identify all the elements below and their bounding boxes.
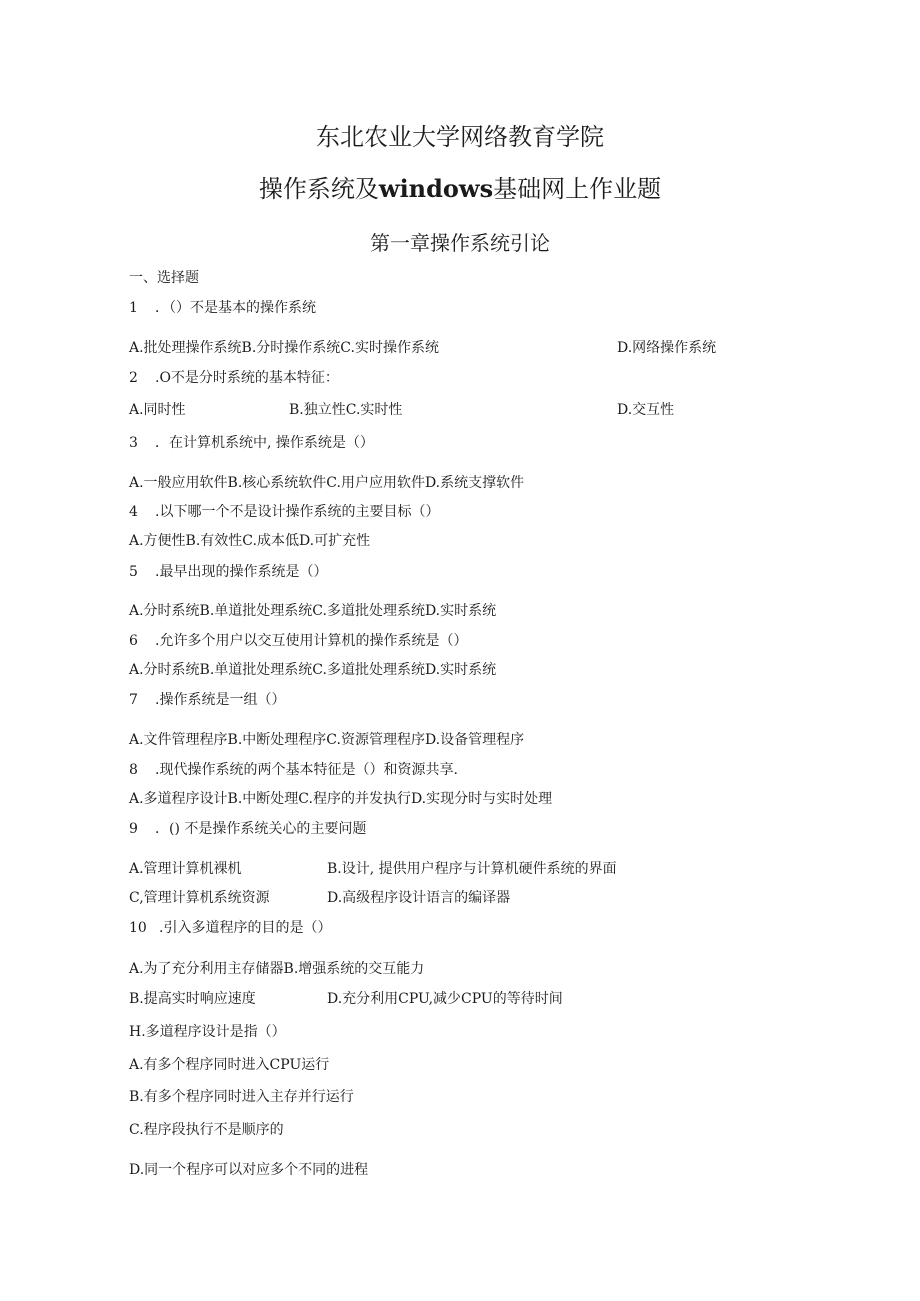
question-number: 9 bbox=[129, 821, 138, 837]
section-heading: 一、选择题 bbox=[129, 270, 199, 286]
question-6-options: A.分时系统B.单道批处理系统C.多道批处理系统D.实时系统 bbox=[129, 662, 497, 678]
question-11-option-c: C.程序段执行不是顺序的 bbox=[129, 1122, 284, 1138]
question-8 bbox=[129, 760, 458, 780]
question-9-option-b: B.设计, 提供用户程序与计算机硬件系统的界面 bbox=[327, 861, 617, 877]
question-10-option-b2: B.提高实时响应速度 bbox=[129, 991, 256, 1007]
question-4 bbox=[129, 502, 439, 522]
question-1-option-d: D.网络操作系统 bbox=[617, 340, 717, 356]
question-9 bbox=[129, 819, 366, 839]
question-11: H.多道程序设计是指（） bbox=[129, 1024, 286, 1040]
question-text: .最早出现的操作系统是（） bbox=[155, 564, 328, 580]
question-9-option-a: A.管理计算机裸机 bbox=[129, 861, 242, 877]
question-8-options: A.多道程序设计B.中断处理C.程序的并发执行D.实现分时与实时处理 bbox=[129, 791, 553, 807]
question-number: 5 bbox=[129, 564, 138, 580]
question-3 bbox=[129, 433, 374, 453]
question-text: .操作系统是一组（） bbox=[155, 692, 286, 708]
question-number: 6 bbox=[129, 633, 138, 649]
question-1 bbox=[129, 298, 316, 318]
question-11-option-b: B.有多个程序同时进入主存并行运行 bbox=[129, 1089, 354, 1105]
question-text: .O不是分时系统的基本特征： bbox=[155, 370, 339, 386]
question-1-options-abc: A.批处理操作系统B.分时操作系统C.实时操作系统 bbox=[129, 340, 439, 356]
question-text: ．在计算机系统中, 操作系统是（） bbox=[155, 435, 374, 451]
course-title-prefix: 操作系统及 bbox=[258, 175, 379, 203]
question-2 bbox=[129, 368, 339, 388]
question-text: ．() 不是操作系统关心的主要问题 bbox=[155, 821, 367, 837]
question-10-option-ab: A.为了充分利用主存储器B.增强系统的交互能力 bbox=[129, 961, 425, 977]
question-text: .引入多道程序的目的是（） bbox=[159, 920, 332, 936]
question-11-option-d: D.同一个程序可以对应多个不同的进程 bbox=[129, 1162, 369, 1178]
question-text: ．（）不是基本的操作系统 bbox=[155, 300, 316, 316]
question-number: 4 bbox=[129, 504, 138, 520]
question-9-option-d: D.高级程序设计语言的编译器 bbox=[327, 890, 511, 906]
question-6 bbox=[129, 631, 467, 651]
question-9-option-c: C,管理计算机系统资源 bbox=[129, 890, 270, 906]
question-number: 8 bbox=[129, 762, 138, 778]
question-2-option-bc: B.独立性C.实时性 bbox=[289, 402, 403, 418]
question-10-option-d: D.充分利用CPU,减少CPU的等待时间 bbox=[327, 991, 563, 1007]
question-text: .现代操作系统的两个基本特征是（）和资源共享. bbox=[155, 762, 458, 778]
question-number: 7 bbox=[129, 692, 138, 708]
question-number: 1 bbox=[129, 300, 138, 316]
question-11-option-a: A.有多个程序同时进入CPU运行 bbox=[129, 1057, 330, 1073]
course-title-suffix: 基础网上作业题 bbox=[493, 175, 662, 203]
question-text: .允许多个用户以交互使用计算机的操作系统是（） bbox=[155, 633, 468, 649]
question-7 bbox=[129, 690, 285, 710]
question-2-option-d: D.交互性 bbox=[617, 402, 675, 418]
question-5 bbox=[129, 562, 327, 582]
question-number: 10 bbox=[129, 920, 147, 936]
question-2-option-a: A.同时性 bbox=[129, 402, 186, 418]
question-7-options: A.文件管理程序B.中断处理程序C.资源管理程序D.设备管理程序 bbox=[129, 732, 525, 748]
question-text: .以下哪一个不是设计操作系统的主要目标（） bbox=[155, 504, 440, 520]
course-title bbox=[0, 174, 920, 204]
course-title-bold: windows bbox=[378, 174, 494, 203]
chapter-title: 第一章操作系统引论 bbox=[370, 231, 550, 255]
question-number: 3 bbox=[129, 435, 138, 451]
question-4-options: A.方便性B.有效性C.成本低D.可扩充性 bbox=[129, 533, 371, 549]
question-number: 2 bbox=[129, 370, 138, 386]
question-10 bbox=[129, 918, 331, 938]
school-title: 东北农业大学网络教育学院 bbox=[316, 123, 604, 151]
question-3-options: A.一般应用软件B.核心系统软件C.用户应用软件D.系统支撑软件 bbox=[129, 475, 525, 491]
question-5-options: A.分时系统B.单道批处理系统C.多道批处理系统D.实时系统 bbox=[129, 603, 497, 619]
